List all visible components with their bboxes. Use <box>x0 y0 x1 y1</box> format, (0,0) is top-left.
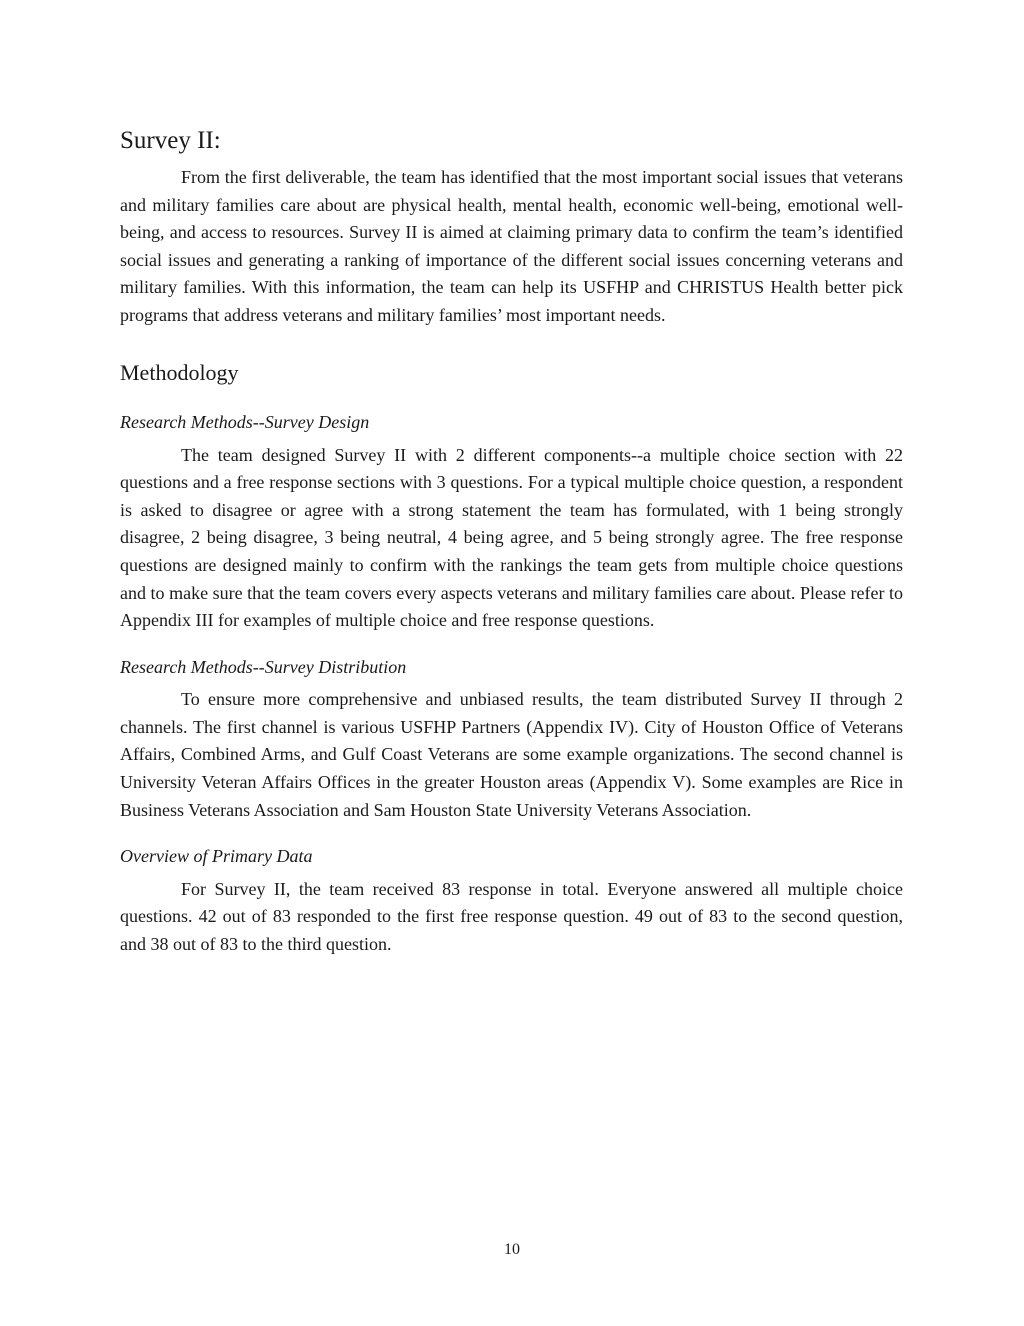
section-paragraph: For Survey II, the team received 83 response in total. Everyone answered all multiple choice questions. 42 out of 83 responded to the first free response question. 49 out of 83 to the second question, and 38 out of 83 to the third question. <box>120 878 903 955</box>
intro-paragraph: From the first deliverable, the team has identified that the most important social issues that veterans and military families care about are physical health, mental health, economic well-being, emotional well-being, and access to resources. Survey II is aimed at claiming primary data to confirm the team’s identified social issues and generating a ranking of importance of the different social issues concerning veterans and military families. With this information, the team can help its USFHP and CHRISTUS Health better pick programs that address veterans and military families’ most important needs. <box>120 167 903 325</box>
section-heading: Research Methods--Survey Distribution <box>120 656 407 677</box>
section-heading: Research Methods--Survey Design <box>120 411 370 432</box>
section-survey-design <box>120 412 903 635</box>
section-paragraph: The team designed Survey II with 2 different components--a multiple choice section with 22 questions and a free response sections with 3 questions. For a typical multiple choice question, a respondent is asked to disagree or agree with a strong statement the team has formulated, with 1 being strongly disagree, 2 being disagree, 3 being neutral, 4 being agree, and 5 being strongly agree. The free response questions are designed mainly to confirm with the rankings the team gets from multiple choice questions and to make sure that the team covers every aspects veterans and military families care about. Please refer to Appendix III for examples of multiple choice and free response questions. <box>120 444 903 631</box>
page-number: 10 <box>504 1241 520 1258</box>
section-survey-distribution <box>120 657 903 825</box>
section-heading: Overview of Primary Data <box>120 846 313 867</box>
section-primary-data-overview <box>120 846 903 958</box>
methodology-heading: Methodology <box>120 359 239 385</box>
document-page <box>120 126 903 981</box>
survey-title: Survey II: <box>120 127 221 154</box>
section-paragraph: To ensure more comprehensive and unbiased results, the team distributed Survey II through 2 channels. The first channel is various USFHP Partners (Appendix IV). City of Houston Office of Veterans Affairs, Combined Arms, and Gulf Coast Veterans are some example organizations. The second channel is University Veteran Affairs Offices in the greater Houston areas (Appendix V). Some examples are Rice in Business Veterans Association and Sam Houston State University Veterans Association. <box>120 689 903 820</box>
